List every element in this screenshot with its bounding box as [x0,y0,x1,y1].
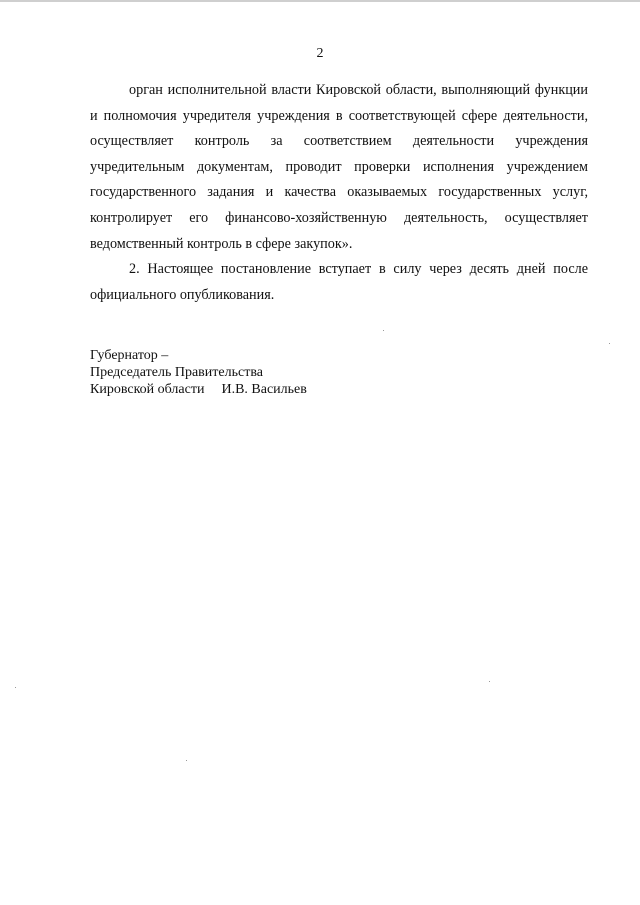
scan-speck [489,681,490,682]
scan-speck [15,687,16,688]
page-number: 2 [316,46,324,61]
scan-speck [609,343,610,344]
signature-name: И.В. Васильев [221,382,307,397]
scan-speck [186,760,187,761]
paragraph-continuation: орган исполнительной власти Кировской области, выполняющий функции и полномочия учредителя учреждения в соответствующей сфере деятельности, осуществляет контроль за соответствием деятельности учреждения учредительным документам, проводит проверки исполнения учреждением государственного задания и качества оказываемых государственных услуг, контролирует его финансово-хозяйственную деятельность, осуществляет ведомственный контроль в сфере закупок». [90,82,588,252]
signature-org-line [90,381,307,398]
signature-org: Кировской области [90,382,205,397]
paragraph-effective-date: 2. Настоящее постановление вступает в силу через десять дней после официального опубликования. [90,261,588,303]
signature-block [90,347,307,398]
scan-top-edge [0,0,640,2]
scan-speck [383,330,384,331]
signature-title-governor: Губернатор – [90,348,169,363]
signature-title-chairman: Председатель Правительства [90,365,263,380]
